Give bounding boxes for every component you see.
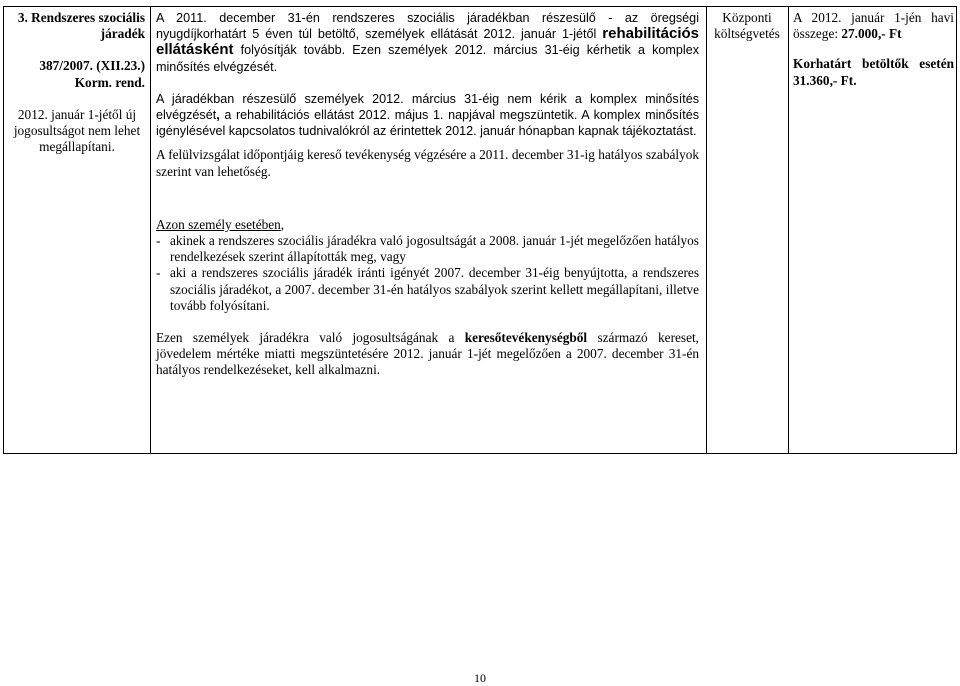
list-item: - aki a rendszeres szociális járadék iránti igényét 2007. december 31-éig benyújtotta, a rendszeres szociális járadékot, a 2007. december 31-én hatályos szabályok szerint kellett megállapítani, illetve tovább folyósítani. [156,265,699,313]
paragraph-deadline: A járadékban részesülő személyek 2012. március 31-éig nem kérik a komplex minősítés elvégzését, a rehabilitációs ellátást 2012. május 1. napjával megszüntetik. A komplex minősítés igénylésével kapcsolatos tudnivalókról az érintettek 2012. január hónapban kapnak tájékoztatást. [156,91,699,139]
benefit-title: 3. Rendszeres szociális járadék [17,10,145,42]
regulation-type: Korm. rend. [74,74,145,90]
benefit-name-cell [4,7,150,453]
eligibility-note: 2012. január 1-jétől új jogosultságot nem lehet megállapítani. [13,106,141,155]
paragraph-review: A felülvizsgálat időpontjáig kereső tevékenység végzésére a 2011. december 31-ig hatályos szabályok szerint van lehetőség. [156,147,700,179]
age-limit-amount: Korhatárt betöltők esetén 31.360,- Ft. [793,56,954,88]
monthly-amount: A 2012. január 1-jén havi összege: 27.000,- Ft [793,10,954,42]
benefits-table [3,6,957,454]
funding-source: Központi költségvetés [714,10,780,42]
paragraph-continuation: A 2011. december 31-én rendszeres szociális járadékban részesülő - az öregségi nyugdíjkorhatárt 5 éven túl betöltő, személyek ellátását 2012. január 1-jétől rehabilitációs ellátásként folyósítják tovább. Ezen személyek 2012. március 31-éig kérhetik a komplex minősítés elvégzését. [156,11,699,74]
regulation-ref: 387/2007. (XII.23.) [39,58,145,74]
paragraph-income: Ezen személyek járadékra való jogosultságának a keresőtevékenységből származó kereset, jövedelem mértéke miatti megszüntetésére 2012. január 1-jét megelőzően a 2007. december 31-én hatályos rendelkezéseket, kell alkalmazni. [156,330,700,378]
list-item: - akinek a rendszeres szociális járadékra való jogosultságát a 2008. január 1-jét megelőzően hatályos rendelkezések szerint állapították meg, vagy [156,233,699,265]
paragraph-heading: Azon személy esetében, [156,216,285,232]
funding-cell [706,7,788,453]
conditions-cell [150,7,706,453]
page-number: 10 [474,671,486,685]
amount-cell [788,7,958,453]
